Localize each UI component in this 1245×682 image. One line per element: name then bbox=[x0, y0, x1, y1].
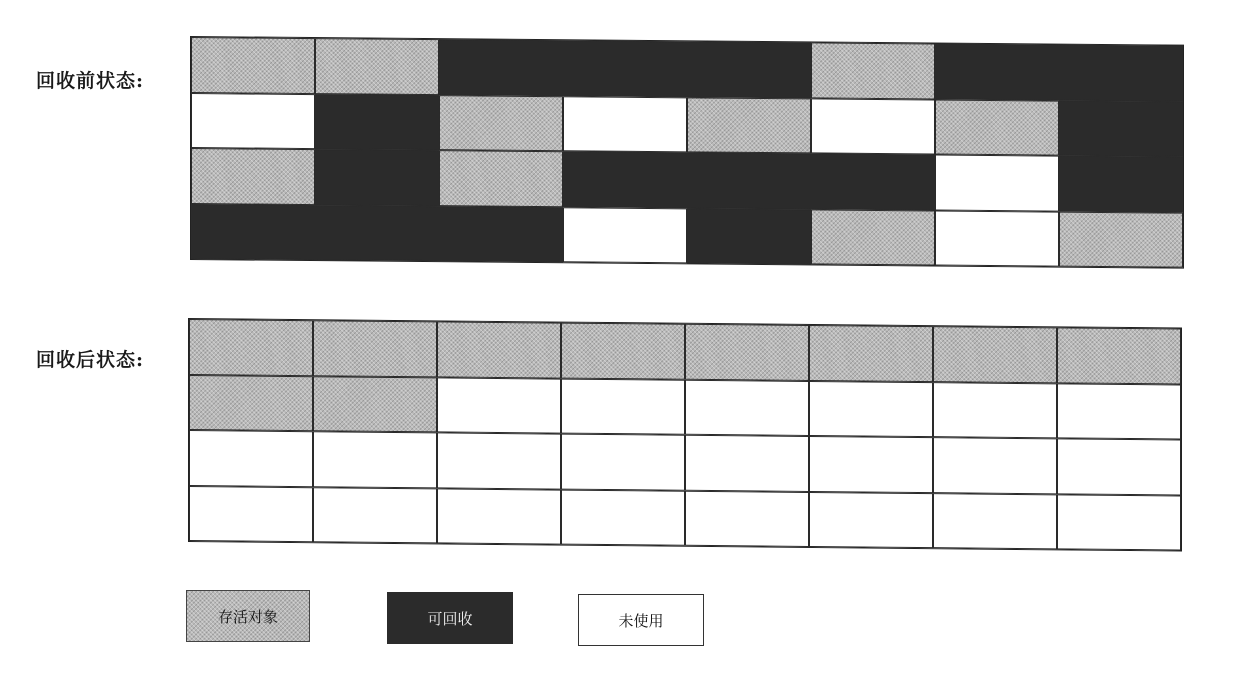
memory-cell-live bbox=[191, 148, 315, 205]
memory-cell-live bbox=[1059, 211, 1183, 268]
legend-unused bbox=[578, 594, 704, 646]
memory-cell-dead bbox=[811, 153, 935, 210]
memory-cell-live bbox=[687, 97, 811, 154]
before-state-label: 回收前状态: bbox=[36, 70, 145, 92]
memory-cell-free bbox=[563, 207, 687, 264]
memory-cell-free bbox=[563, 96, 687, 153]
memory-cell-dead bbox=[563, 40, 687, 97]
memory-cell-free bbox=[933, 437, 1057, 494]
memory-cell-dead bbox=[315, 94, 439, 151]
after-state-label: 回收后状态: bbox=[36, 349, 145, 371]
memory-cell-live bbox=[439, 95, 563, 152]
memory-cell-free bbox=[685, 490, 809, 547]
memory-cell-free bbox=[685, 435, 809, 492]
memory-cell-free bbox=[437, 488, 561, 545]
memory-cell-dead bbox=[191, 204, 315, 261]
memory-cell-free bbox=[935, 210, 1059, 267]
memory-cell-free bbox=[313, 431, 437, 488]
memory-cell-live bbox=[189, 319, 313, 376]
memory-cell-free bbox=[1057, 494, 1181, 551]
legend-dead-label: 可回收 bbox=[427, 609, 473, 628]
memory-cell-dead bbox=[1059, 100, 1183, 157]
memory-cell-free bbox=[561, 434, 685, 491]
memory-cell-free bbox=[189, 486, 313, 543]
memory-cell-free bbox=[809, 436, 933, 493]
legend-free-label: 未使用 bbox=[618, 611, 664, 630]
legend-reclaimable bbox=[387, 592, 513, 644]
memory-cell-free bbox=[811, 98, 935, 155]
memory-cell-dead bbox=[563, 151, 687, 208]
memory-cell-live bbox=[313, 376, 437, 433]
legend-live-label: 存活对象 bbox=[217, 607, 278, 626]
memory-cell-live bbox=[189, 375, 313, 432]
memory-cell-free bbox=[685, 379, 809, 436]
memory-cell-live bbox=[935, 99, 1059, 156]
memory-cell-live bbox=[685, 324, 809, 381]
memory-cell-live bbox=[811, 209, 935, 266]
memory-cell-live bbox=[809, 325, 933, 382]
memory-cell-dead bbox=[687, 41, 811, 98]
memory-cell-dead bbox=[935, 44, 1059, 101]
memory-cell-live bbox=[1057, 327, 1181, 384]
memory-cell-free bbox=[933, 493, 1057, 550]
memory-cell-live bbox=[561, 323, 685, 380]
memory-cell-free bbox=[561, 489, 685, 546]
memory-cell-dead bbox=[315, 205, 439, 262]
memory-cell-live bbox=[191, 37, 315, 94]
memory-cell-free bbox=[437, 432, 561, 489]
memory-cell-free bbox=[1057, 383, 1181, 440]
memory-cell-live bbox=[437, 321, 561, 378]
memory-cell-dead bbox=[687, 152, 811, 209]
memory-cell-free bbox=[191, 93, 315, 150]
memory-cell-free bbox=[561, 378, 685, 435]
memory-cell-live bbox=[933, 326, 1057, 383]
memory-cell-free bbox=[189, 430, 313, 487]
legend bbox=[186, 590, 746, 650]
memory-cell-dead bbox=[439, 39, 563, 96]
memory-cell-free bbox=[935, 155, 1059, 212]
memory-cell-free bbox=[437, 377, 561, 434]
memory-cell-free bbox=[809, 380, 933, 437]
memory-cell-dead bbox=[687, 208, 811, 265]
memory-cell-dead bbox=[1059, 156, 1183, 213]
memory-cell-free bbox=[313, 487, 437, 544]
memory-cell-live bbox=[315, 38, 439, 95]
memory-grid-after bbox=[188, 318, 1182, 552]
memory-cell-free bbox=[1057, 438, 1181, 495]
memory-grid-before bbox=[190, 36, 1184, 269]
memory-cell-dead bbox=[439, 206, 563, 263]
memory-cell-dead bbox=[1059, 45, 1183, 102]
memory-cell-live bbox=[313, 320, 437, 377]
memory-cell-free bbox=[809, 491, 933, 548]
memory-cell-live bbox=[811, 42, 935, 99]
memory-cell-dead bbox=[315, 149, 439, 206]
legend-live-object bbox=[186, 590, 310, 642]
memory-cell-live bbox=[439, 150, 563, 207]
memory-cell-free bbox=[933, 382, 1057, 439]
